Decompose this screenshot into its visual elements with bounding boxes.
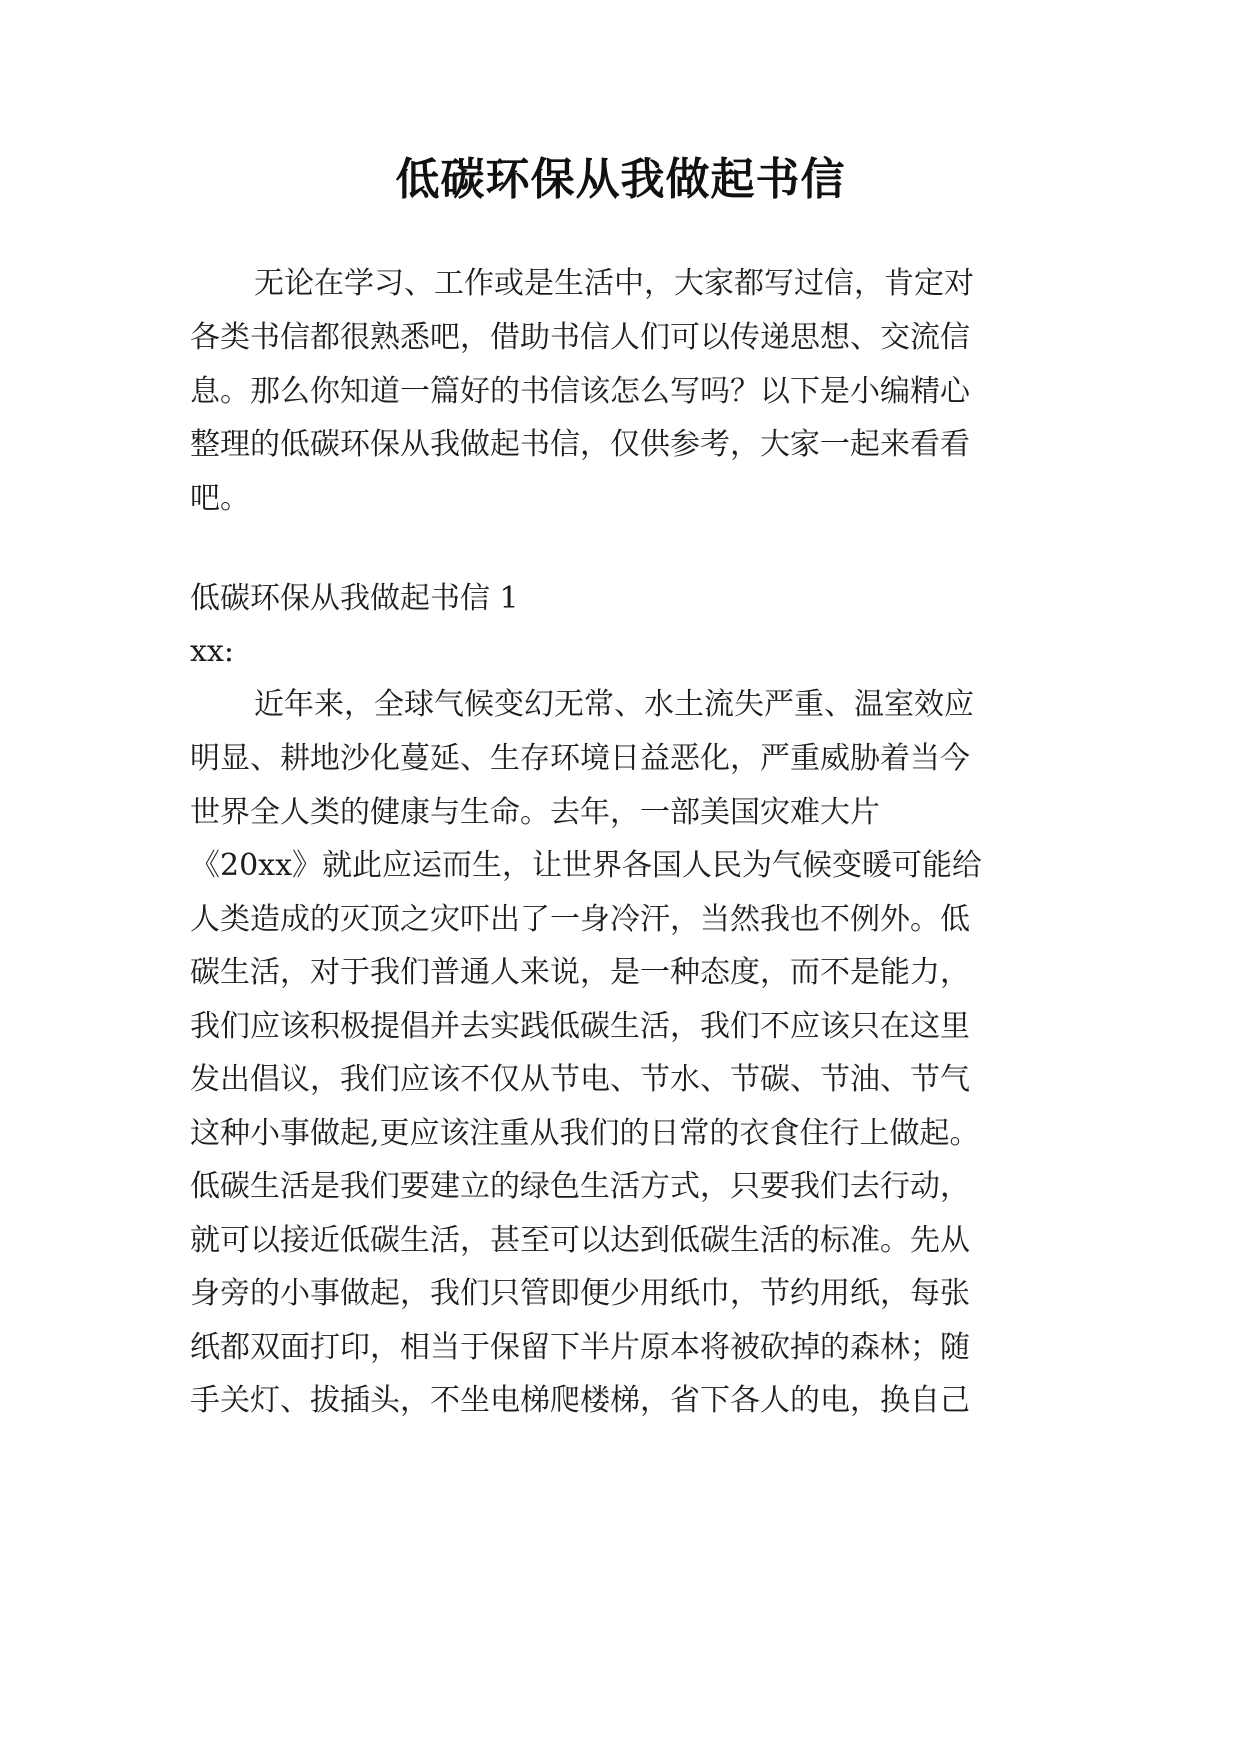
body-line: 碳生活，对于我们普通人来说，是一种态度，而不是能力， [190, 955, 970, 990]
intro-line: 吧。 [190, 481, 250, 516]
salutation: xx: [190, 634, 234, 669]
intro-line: 息。那么你知道一篇好的书信该怎么写吗？以下是小编精心 [190, 374, 970, 409]
body-line: 纸都双面打印，相当于保留下半片原本将被砍掉的森林；随 [190, 1330, 970, 1365]
document-title: 低碳环保从我做起书信 [395, 154, 846, 205]
body-line: 发出倡议，我们应该不仅从节电、节水、节碳、节油、节气 [190, 1062, 970, 1097]
body-line: 这种小事做起,更应该注重从我们的日常的衣食住行上做起。 [190, 1116, 980, 1151]
body-line: 我们应该积极提倡并去实践低碳生活，我们不应该只在这里 [190, 1009, 970, 1044]
body-line: 低碳生活是我们要建立的绿色生活方式，只要我们去行动， [190, 1169, 970, 1204]
body-line: 就可以接近低碳生活，甚至可以达到低碳生活的标准。先从 [190, 1223, 970, 1258]
intro-line: 无论在学习、工作或是生活中，大家都写过信，肯定对 [254, 266, 974, 301]
body-line: 明显、耕地沙化蔓延、生存环境日益恶化，严重威胁着当今 [190, 741, 970, 776]
body-line: 《20xx》就此应运而生，让世界各国人民为气候变暖可能给 [190, 848, 983, 883]
body-line: 身旁的小事做起，我们只管即便少用纸巾，节约用纸，每张 [190, 1276, 970, 1311]
body-line: 人类造成的灭顶之灾吓出了一身冷汗，当然我也不例外。低 [190, 902, 970, 937]
intro-line: 整理的低碳环保从我做起书信，仅供参考，大家一起来看看 [190, 427, 970, 462]
body-line: 近年来，全球气候变幻无常、水土流失严重、温室效应 [254, 687, 974, 722]
body-line: 手关灯、拔插头，不坐电梯爬楼梯，省下各人的电，换自己 [190, 1383, 970, 1418]
body-line: 世界全人类的健康与生命。去年，一部美国灾难大片 [190, 795, 880, 830]
intro-line: 各类书信都很熟悉吧，借助书信人们可以传递思想、交流信 [190, 320, 970, 355]
section-heading: 低碳环保从我做起书信 1 [190, 581, 519, 616]
